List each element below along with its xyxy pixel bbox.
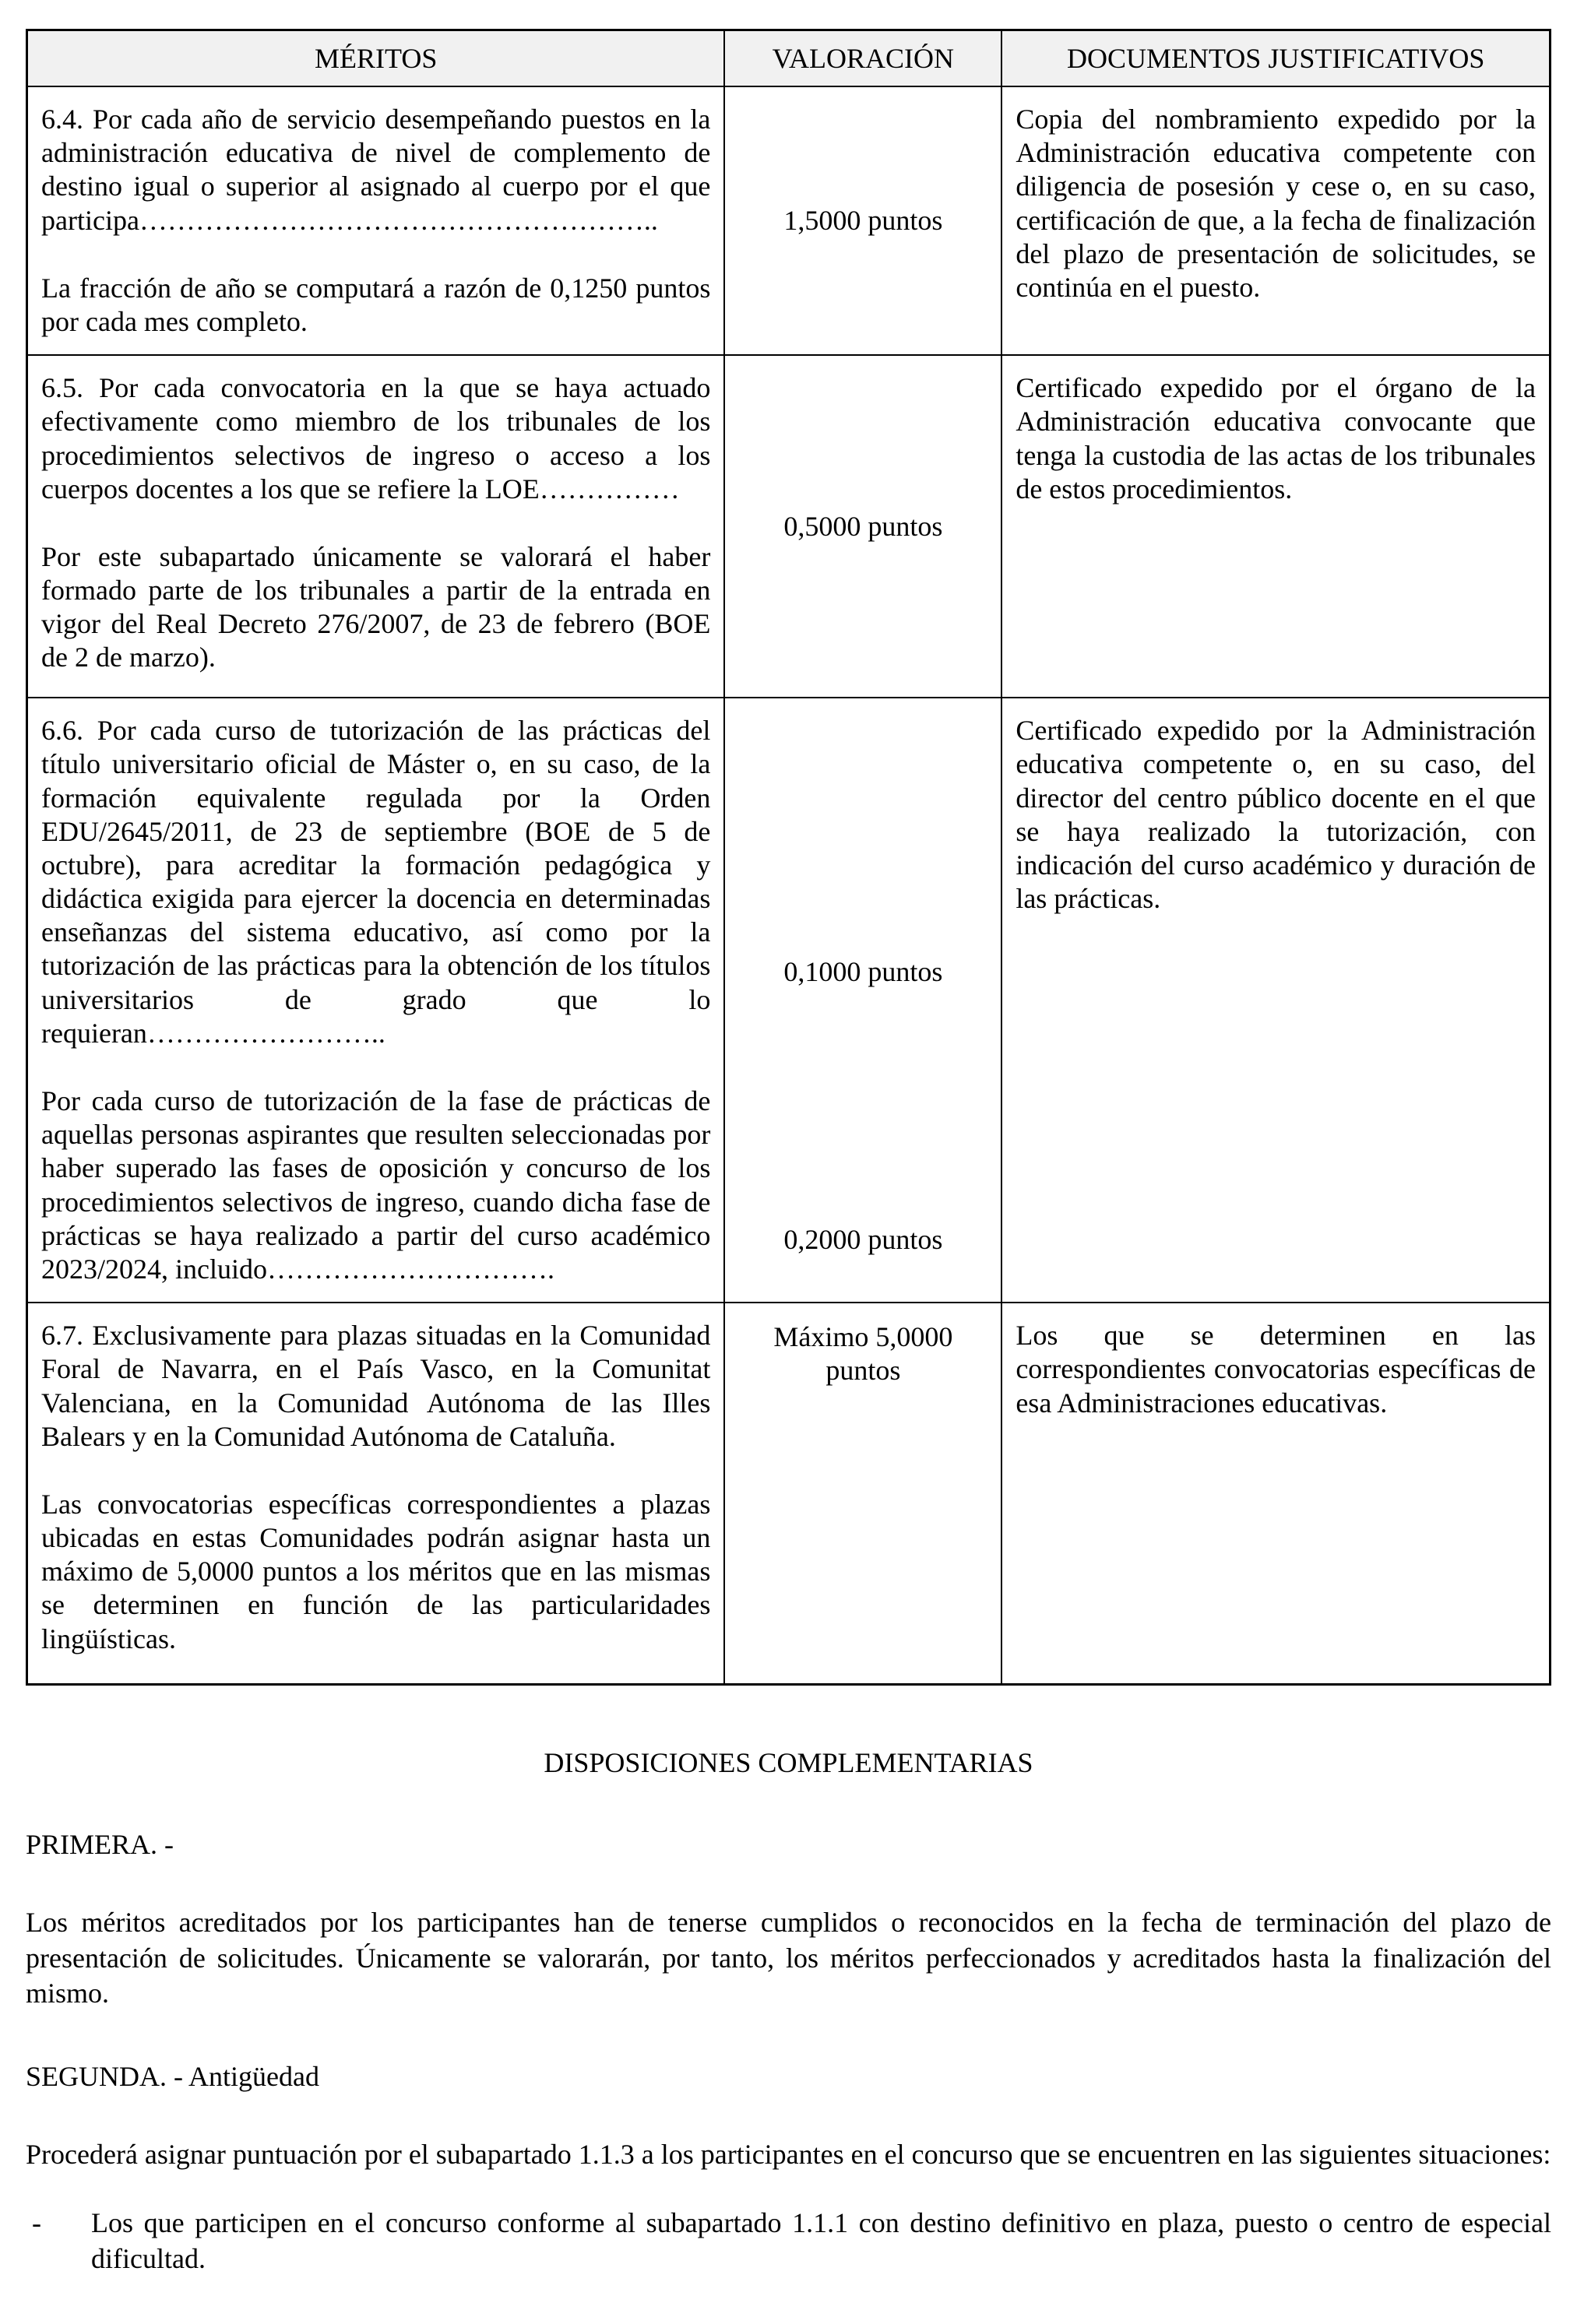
column-header-valoracion: VALORACIÓN xyxy=(724,30,1001,87)
points-value: Máximo 5,0000 puntos xyxy=(773,1321,953,1387)
points-value: 1,5000 puntos xyxy=(783,204,943,236)
segunda-label: SEGUNDA. - Antigüedad xyxy=(26,2061,319,2093)
merit-text: 6.5. Por cada convocatoria en la que se haya actuado efectivamente como miembro de los tribunales de los procedimientos selectivos de ingreso o acceso a los cuerpos docentes a los que se refiere la LOE…………… xyxy=(41,372,711,505)
meritos-cell-6-7 xyxy=(27,1303,725,1684)
documentos-cell-6-5 xyxy=(1001,355,1550,698)
complementary-provisions-heading: DISPOSICIONES COMPLEMENTARIAS xyxy=(544,1746,1033,1778)
bullet-dash: - xyxy=(32,2207,41,2239)
valoracion-cell-6-7 xyxy=(724,1303,1001,1684)
merit-text: 6.6. Por cada curso de tutorización de las prácticas del título universitario oficial de Máster o, en su caso, de la formación equivalente regulada por la Orden EDU/2645/2011, de 23 de septiembre (BOE de 5 de octubre), para acreditar la formación pedagógica y didáctica exigida para ejercer la docencia en determinadas enseñanzas del sistema educativo, así como por la tutorización de las prácticas para la obtención de los títulos universitarios de grado que lo requieran…………………….. xyxy=(41,715,711,1049)
list-item xyxy=(26,2206,1551,2277)
valoracion-cell-6-5 xyxy=(724,355,1001,698)
table-header-row xyxy=(27,30,1551,87)
merit-note: Por este subapartado únicamente se valorará el haber formado parte de los tribunales a partir de la entrada en vigor del Real Decreto 276/2007, de 23 de febrero (BOE de 2 de marzo). xyxy=(41,540,711,673)
document-text: Certificado expedido por el órgano de la Administración educativa convocante que tenga la custodia de las actas de los tribunales de estos procedimientos. xyxy=(1016,372,1536,505)
bullet-text: Los que participen en el concurso conforme al subapartado 1.1.1 con destino definitivo en plaza, puesto o centro de especial dificultad. xyxy=(91,2207,1551,2274)
column-header-documentos: DOCUMENTOS JUSTIFICATIVOS xyxy=(1001,30,1550,87)
document-text: Copia del nombramiento expedido por la Administración educativa competente con diligencia de posesión y cese o, en su caso, certificación de que, a la fecha de finalización del plazo de presentación de solicitudes, se continúa en el puesto. xyxy=(1016,104,1536,303)
valoracion-cell-6-4 xyxy=(724,86,1001,355)
meritos-cell-6-5 xyxy=(27,355,725,698)
table-row-6-4 xyxy=(27,86,1551,355)
documentos-cell-6-4 xyxy=(1001,86,1550,355)
valoracion-cell-6-6 xyxy=(724,698,1001,1303)
merit-note: Por cada curso de tutorización de la fase de prácticas de aquellas personas aspirantes que resulten seleccionadas por haber superado las fases de oposición y concurso de los procedimientos selectivos de ingreso, cuando dicha fase de prácticas se haya realizado a partir del curso académico 2023/2024, incluido…………………………. xyxy=(41,1085,711,1285)
merit-text: 6.7. Exclusivamente para plazas situadas en la Comunidad Foral de Navarra, en el País Vasco, en la Comunitat Valenciana, en la Comunidad Autónoma de las Illes Balears y en la Comunidad Autónoma de Cataluña. xyxy=(41,1320,711,1452)
meritos-cell-6-6 xyxy=(27,698,725,1303)
column-header-meritos: MÉRITOS xyxy=(27,30,725,87)
merit-text: 6.4. Por cada año de servicio desempeñando puestos en la administración educativa de nivel de complemento de destino igual o superior al asignado al cuerpo por el que participa……………………………………………….. xyxy=(41,104,711,236)
table-row-6-7 xyxy=(27,1303,1551,1684)
points-value-second: 0,2000 puntos xyxy=(783,1223,943,1255)
documentos-cell-6-6 xyxy=(1001,698,1550,1303)
document-text: Certificado expedido por la Administración educativa competente o, en su caso, del director del centro público docente en el que se haya realizado la tutorización, con indicación del curso académico y duración de las prácticas. xyxy=(1016,715,1536,915)
meritos-cell-6-4 xyxy=(27,86,725,355)
points-value-first: 0,1000 puntos xyxy=(783,956,943,988)
points-value: 0,5000 puntos xyxy=(783,510,943,542)
merit-note: Las convocatorias específicas correspondientes a plazas ubicadas en estas Comunidades podrán asignar hasta un máximo de 5,0000 puntos a los méritos que en las mismas se determinen en función de las particularidades lingüísticas. xyxy=(41,1488,711,1654)
document-text: Los que se determinen en las correspondientes convocatorias específicas de esa Administraciones educativas. xyxy=(1016,1320,1536,1419)
primera-label: PRIMERA. - xyxy=(26,1828,174,1860)
documentos-cell-6-7 xyxy=(1001,1303,1550,1684)
segunda-paragraph: Procederá asignar puntuación por el subapartado 1.1.3 a los participantes en el concurso que se encuentren en las siguientes situaciones: xyxy=(26,2139,1551,2171)
primera-paragraph: Los méritos acreditados por los participantes han de tenerse cumplidos o reconocidos en la fecha de terminación del plazo de presentación de solicitudes. Únicamente se valorarán, por tanto, los méritos perfeccionados y acreditados hasta la finalización del mismo. xyxy=(26,1907,1551,2009)
table-row-6-5 xyxy=(27,355,1551,698)
merits-valuation-table xyxy=(26,29,1551,1686)
merit-note: La fracción de año se computará a razón de 0,1250 puntos por cada mes completo. xyxy=(41,272,711,337)
table-row-6-6 xyxy=(27,698,1551,1303)
